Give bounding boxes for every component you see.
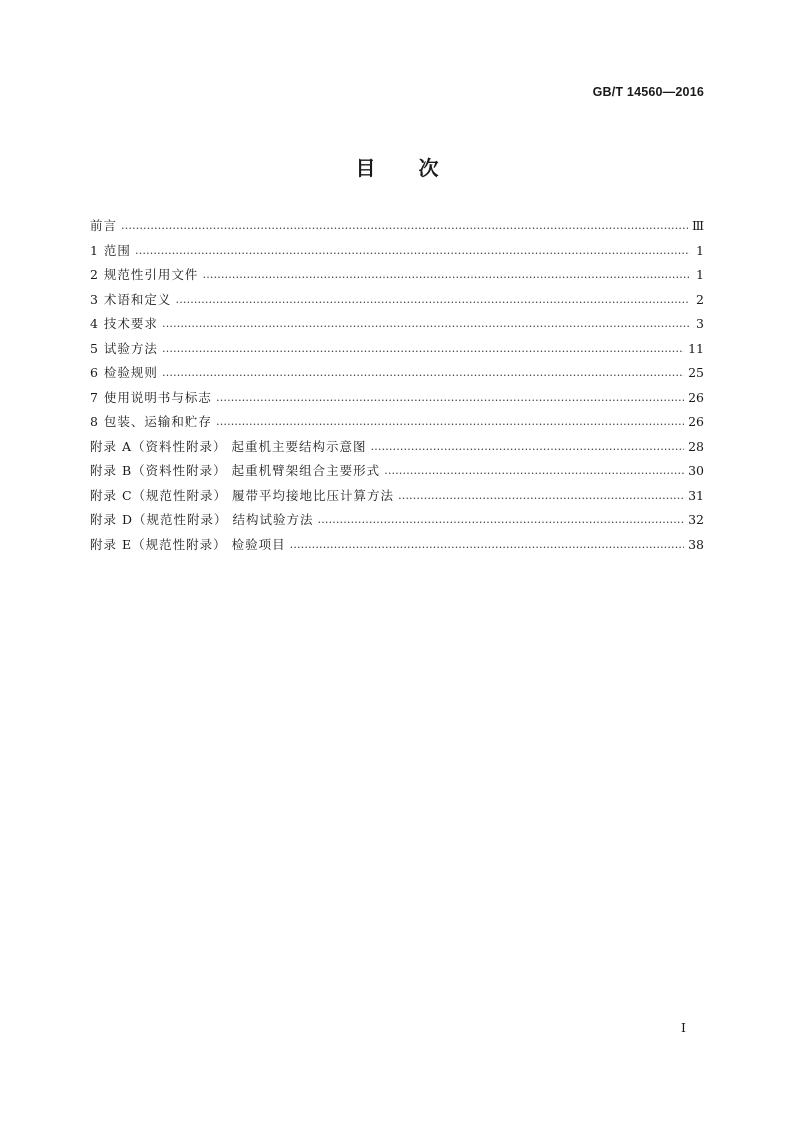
- toc-entry-page: 1: [696, 267, 704, 282]
- toc-dot-leader: [121, 214, 688, 239]
- toc-dot-leader: [384, 459, 684, 484]
- toc-entry[interactable]: [90, 239, 704, 264]
- toc-entry-label: 7 使用说明书与标志: [90, 389, 212, 405]
- toc-entry-label: 5 试验方法: [90, 340, 158, 356]
- toc-entry[interactable]: [90, 337, 704, 362]
- toc-entry-page: 28: [688, 438, 704, 454]
- toc-entry[interactable]: [90, 288, 704, 313]
- toc-entry-page: 30: [688, 463, 704, 478]
- toc-entry[interactable]: [90, 410, 704, 435]
- toc-dot-leader: [216, 410, 684, 435]
- toc-dot-leader: [216, 386, 684, 411]
- toc-entry[interactable]: [90, 214, 704, 239]
- toc-entry[interactable]: [90, 459, 704, 484]
- toc-entry[interactable]: [90, 508, 704, 533]
- toc-dot-leader: [202, 263, 690, 288]
- toc-dot-leader: [317, 508, 684, 533]
- toc-entry-label: 2 规范性引用文件: [90, 267, 199, 282]
- toc-entry-page: 26: [688, 414, 704, 429]
- toc-entry-page: 31: [688, 487, 704, 503]
- toc-dot-leader: [175, 288, 690, 313]
- table-of-contents: [90, 214, 704, 557]
- toc-entry[interactable]: [90, 435, 704, 460]
- toc-entry-page: 1: [696, 242, 704, 258]
- toc-entry[interactable]: [90, 386, 704, 411]
- toc-entry-label: 附录 D（规范性附录） 结构试验方法: [90, 512, 314, 527]
- toc-entry[interactable]: [90, 312, 704, 337]
- toc-dot-leader: [162, 337, 684, 362]
- toc-dot-leader: [162, 361, 684, 386]
- toc-entry-label: 3 术语和定义: [90, 291, 172, 307]
- toc-entry-label: 4 技术要求: [90, 316, 158, 331]
- toc-entry-page: 25: [688, 365, 704, 380]
- toc-entry-label: 8 包装、运输和贮存: [90, 414, 212, 429]
- toc-dot-leader: [290, 533, 685, 558]
- toc-entry-page: 2: [696, 291, 704, 307]
- toc-entry-page: 26: [688, 389, 704, 405]
- toc-dot-leader: [370, 435, 684, 460]
- toc-entry-page: 32: [688, 512, 704, 527]
- toc-entry-label: 附录 C（规范性附录） 履带平均接地比压计算方法: [90, 487, 395, 503]
- toc-entry[interactable]: [90, 533, 704, 558]
- toc-entry[interactable]: [90, 263, 704, 288]
- toc-dot-leader: [135, 239, 690, 264]
- standard-code: GB/T 14560—2016: [592, 85, 704, 99]
- toc-entry-label: 前言: [90, 218, 118, 233]
- toc-entry[interactable]: [90, 484, 704, 509]
- toc-entry-label: 附录 E（规范性附录） 检验项目: [90, 536, 286, 552]
- toc-entry-page: Ⅲ: [691, 218, 704, 233]
- toc-entry-label: 1 范围: [90, 242, 131, 258]
- toc-entry-label: 附录 A（资料性附录） 起重机主要结构示意图: [90, 438, 367, 454]
- page-title: 目 次: [355, 156, 439, 180]
- toc-entry-page: 38: [688, 536, 704, 552]
- toc-entry-label: 附录 B（资料性附录） 起重机臂架组合主要形式: [90, 463, 381, 478]
- toc-entry-page: 11: [688, 340, 704, 356]
- toc-entry-page: 3: [696, 316, 704, 331]
- page-number: Ⅰ: [681, 1020, 686, 1035]
- toc-entry-label: 6 检验规则: [90, 365, 158, 380]
- toc-dot-leader: [398, 484, 684, 509]
- toc-entry[interactable]: [90, 361, 704, 386]
- toc-dot-leader: [162, 312, 690, 337]
